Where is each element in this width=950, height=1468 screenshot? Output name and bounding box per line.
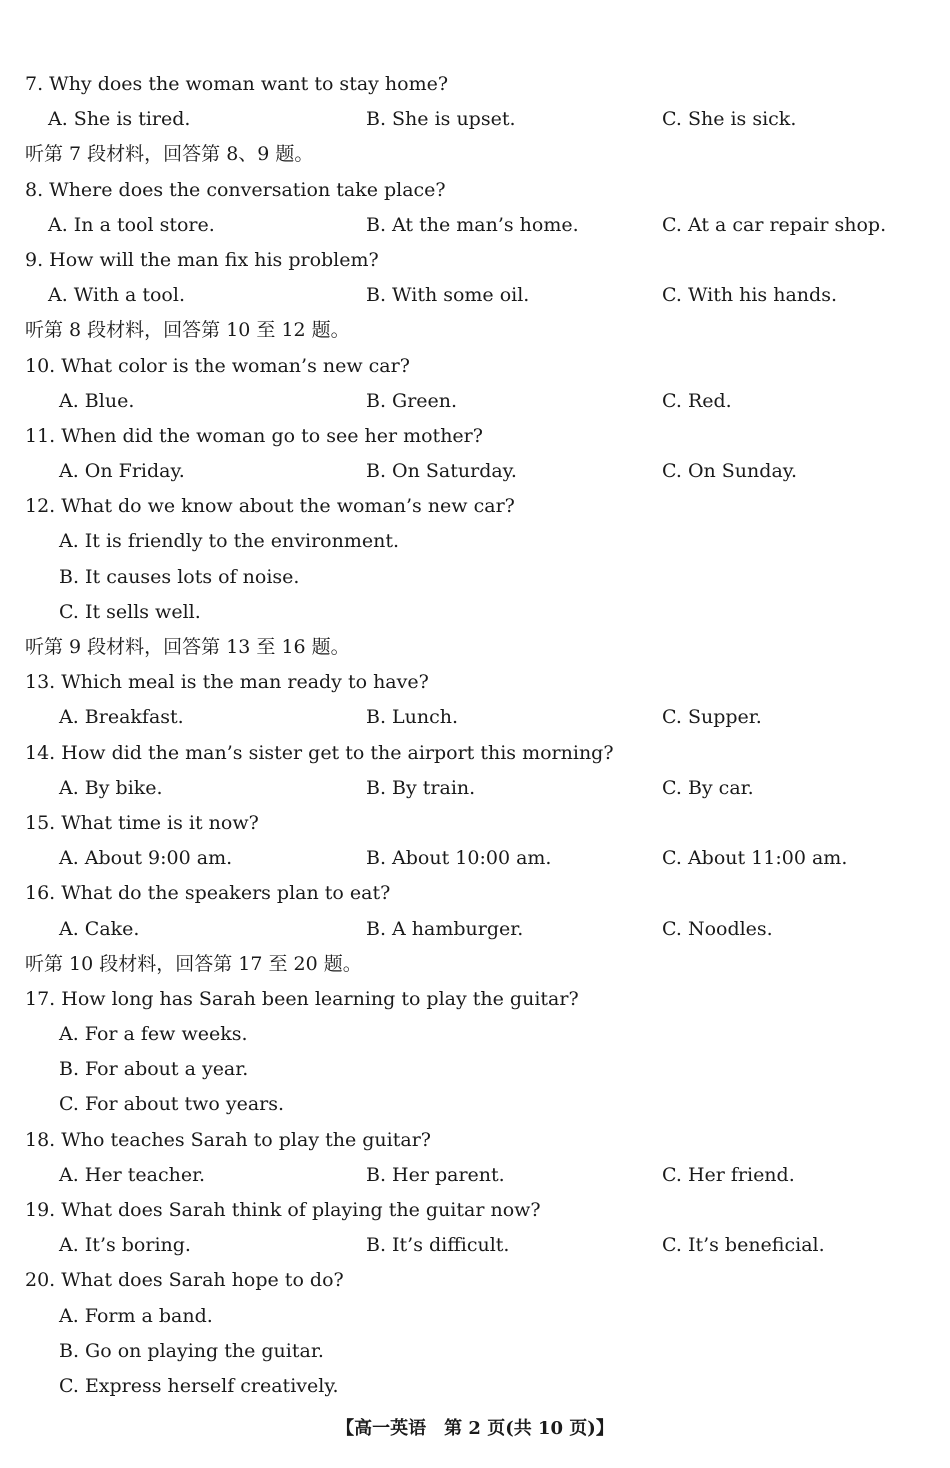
answer-option: A. Form a band. xyxy=(59,1304,213,1327)
answer-option-a: A. She is tired. xyxy=(48,108,191,131)
page-footer: 【高一英语 第 2 页(共 10 页)】 xyxy=(336,1418,614,1439)
answer-option-a: A. In a tool store. xyxy=(48,213,215,236)
answer-option-c: C. On Sunday. xyxy=(662,460,798,483)
answer-option: C. It sells well. xyxy=(59,600,201,623)
answer-option-a: A. With a tool. xyxy=(48,284,185,307)
question-text: 11. When did the woman go to see her mother? xyxy=(25,424,483,447)
answer-option-a: A. It’s boring. xyxy=(59,1234,191,1257)
answer-option-b: B. On Saturday. xyxy=(366,460,517,483)
answer-option-c: C. It’s beneficial. xyxy=(662,1234,825,1257)
section-instruction: 听第 7 段材料，回答第 8、9 题。 xyxy=(25,143,314,166)
answer-option-c: C. Supper. xyxy=(662,706,762,729)
answer-option-b: B. Her parent. xyxy=(366,1163,505,1186)
question-text: 20. What does Sarah hope to do? xyxy=(25,1269,344,1292)
question-text: 10. What color is the woman’s new car? xyxy=(25,354,410,377)
answer-option-b: B. A hamburger. xyxy=(366,917,524,940)
answer-option-c: C. About 11:00 am. xyxy=(662,847,848,870)
answer-option-c: C. By car. xyxy=(662,776,754,799)
answer-options-row xyxy=(0,771,950,806)
answer-options-row xyxy=(0,384,950,419)
answer-option-a: A. Cake. xyxy=(59,917,140,940)
answer-option-c: C. Her friend. xyxy=(662,1163,795,1186)
answer-option-c: C. With his hands. xyxy=(662,284,837,307)
answer-option: C. Express herself creatively. xyxy=(59,1374,339,1397)
answer-option-b: B. She is upset. xyxy=(366,108,516,131)
answer-option-a: A. On Friday. xyxy=(59,460,185,483)
question-text: 8. Where does the conversation take place? xyxy=(25,178,446,201)
answer-option-a: A. Her teacher. xyxy=(59,1163,206,1186)
answer-option-a: A. About 9:00 am. xyxy=(59,847,233,870)
question-text: 19. What does Sarah think of playing the guitar now? xyxy=(25,1199,541,1221)
answer-option: A. For a few weeks. xyxy=(59,1023,248,1046)
question-text: 15. What time is it now? xyxy=(25,811,259,834)
answer-options-row xyxy=(0,1228,950,1263)
question-text: 14. How did the man’s sister get to the airport this morning? xyxy=(25,741,614,764)
question-text: 12. What do we know about the woman’s new car? xyxy=(25,495,515,518)
answer-option-a: A. By bike. xyxy=(59,776,163,799)
question-text: 7. Why does the woman want to stay home? xyxy=(25,73,449,95)
section-instruction: 听第 9 段材料，回答第 13 至 16 题。 xyxy=(25,636,350,658)
answer-option-c: C. Noodles. xyxy=(662,917,773,940)
answer-option-c: C. At a car repair shop. xyxy=(662,213,887,236)
question-text: 13. Which meal is the man ready to have? xyxy=(25,671,429,694)
answer-option-c: C. Red. xyxy=(662,389,732,412)
answer-option: B. It causes lots of noise. xyxy=(59,565,300,588)
answer-option: B. For about a year. xyxy=(59,1058,249,1081)
question-text: 9. How will the man fix his problem? xyxy=(25,248,379,271)
answer-options-row xyxy=(0,700,950,735)
question-text: 18. Who teaches Sarah to play the guitar? xyxy=(25,1128,431,1151)
answer-options-row xyxy=(0,208,950,243)
answer-options-row xyxy=(0,841,950,876)
answer-options-row xyxy=(0,454,950,489)
answer-option-a: A. Breakfast. xyxy=(59,706,184,729)
answer-option: B. Go on playing the guitar. xyxy=(59,1339,324,1362)
answer-options-row xyxy=(0,1158,950,1193)
answer-option-b: B. It’s difficult. xyxy=(366,1234,510,1257)
answer-option-b: B. About 10:00 am. xyxy=(366,847,552,870)
answer-options-row xyxy=(0,278,950,313)
answer-option-b: B. With some oil. xyxy=(366,284,530,307)
answer-option: C. For about two years. xyxy=(59,1093,285,1116)
exam-page xyxy=(0,67,950,1404)
answer-option-b: B. At the man’s home. xyxy=(366,213,579,236)
answer-option-b: B. Lunch. xyxy=(366,706,459,729)
answer-option-a: A. Blue. xyxy=(59,389,135,412)
section-instruction: 听第 8 段材料，回答第 10 至 12 题。 xyxy=(25,319,350,342)
question-text: 16. What do the speakers plan to eat? xyxy=(25,882,391,905)
question-text: 17. How long has Sarah been learning to play the guitar? xyxy=(25,987,579,1010)
answer-option-c: C. She is sick. xyxy=(662,108,797,131)
answer-option-b: B. By train. xyxy=(366,776,476,799)
answer-option-b: B. Green. xyxy=(366,389,458,412)
answer-option: A. It is friendly to the environment. xyxy=(59,530,400,553)
answer-options-row xyxy=(0,912,950,947)
answer-options-row xyxy=(0,102,950,137)
section-instruction: 听第 10 段材料，回答第 17 至 20 题。 xyxy=(25,952,362,975)
